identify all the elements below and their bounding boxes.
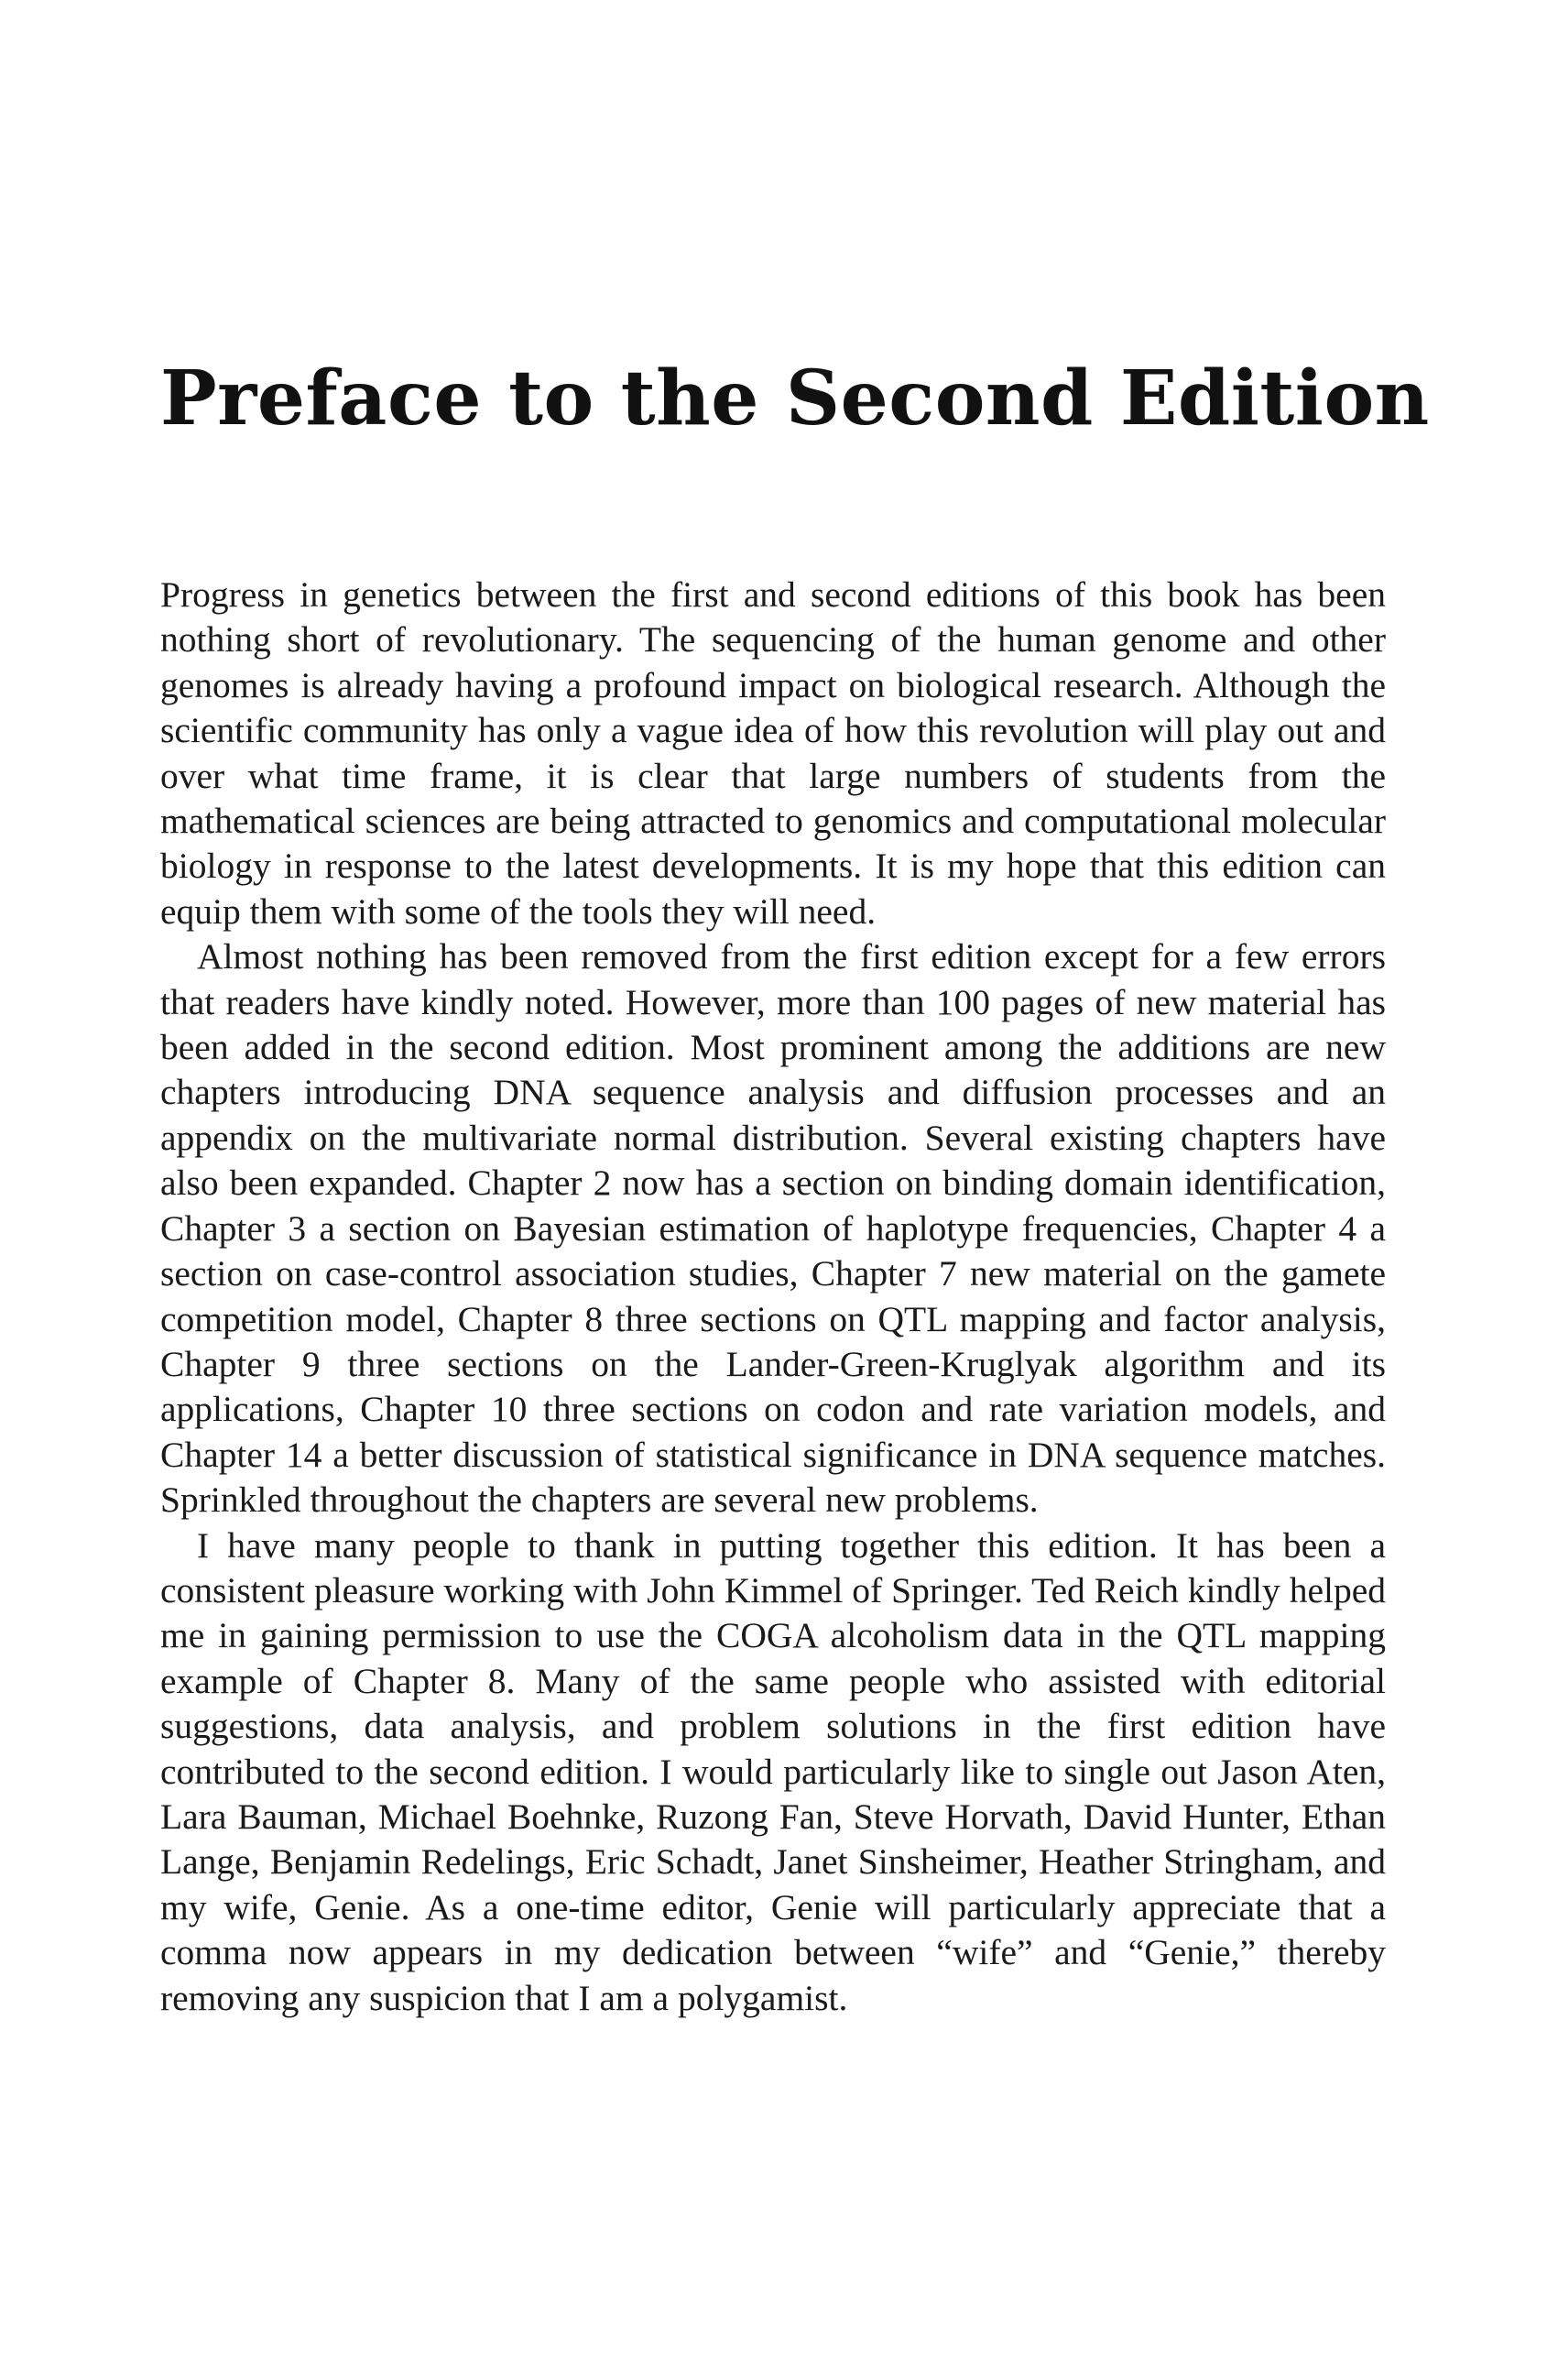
paragraph-new-material: Almost nothing has been removed from the first edition except for a few errors that readers have kindly noted. However, more than 100 pages of new material has been added in the second edition. Most prominent among the additions are new chapters introducing DNA sequence analysis and diffusion processes and an appendix on the multivariate normal distribution. Several existing chapters have also been expanded. Chapter 2 now has a section on binding domain identification, Chapter 3 a section on Bayesian estimation of haplotype frequencies, Chapter 4 a section on case-control association studies, Chapter 7 new material on the gamete competition model, Chapter 8 three sections on QTL mapping and factor analysis, Chapter 9 three sections on the Lander-Green-Kruglyak algorithm and its applications, Chapter 10 three sections on codon and rate variation models, and Chapter 14 a better discussion of statistical significance in DNA sequence matches. Sprinkled throughout the chapters are several new problems. [160, 936, 1386, 1521]
page-title: Preface to the Second Edition [160, 355, 1430, 442]
preface-page [160, 353, 1430, 2021]
preface-body [160, 573, 1386, 2021]
paragraph-progress-in-genetics: Progress in genetics between the first and second editions of this book has been nothing short of revolutionary. The sequencing of the human genome and other genomes is already having a profound impact on biological research. Although the scientific community has only a vague idea of how this revolution will play out and over what time frame, it is clear that large numbers of students from the mathematical sciences are being attracted to genomics and computational molecular biology in response to the latest developments. It is my hope that this edition can equip them with some of the tools they will need. [160, 574, 1386, 932]
paragraph-acknowledgements: I have many people to thank in putting together this edition. It has been a consistent pleasure working with John Kimmel of Springer. Ted Reich kindly helped me in gaining permission to use the COGA alcoholism data in the QTL mapping example of Chapter 8. Many of the same people who assisted with editorial suggestions, data analysis, and problem solutions in the first edition have contributed to the second edition. I would particularly like to single out Jason Aten, Lara Bauman, Michael Boehnke, Ruzong Fan, Steve Horvath, David Hunter, Ethan Lange, Benjamin Redelings, Eric Schadt, Janet Sinsheimer, Heather Stringham, and my wife, Genie. As a one-time editor, Genie will particularly appreciate that a comma now appears in my dedication between “wife” and “Genie,” thereby removing any suspicion that I am a polygamist. [160, 1524, 1386, 2018]
